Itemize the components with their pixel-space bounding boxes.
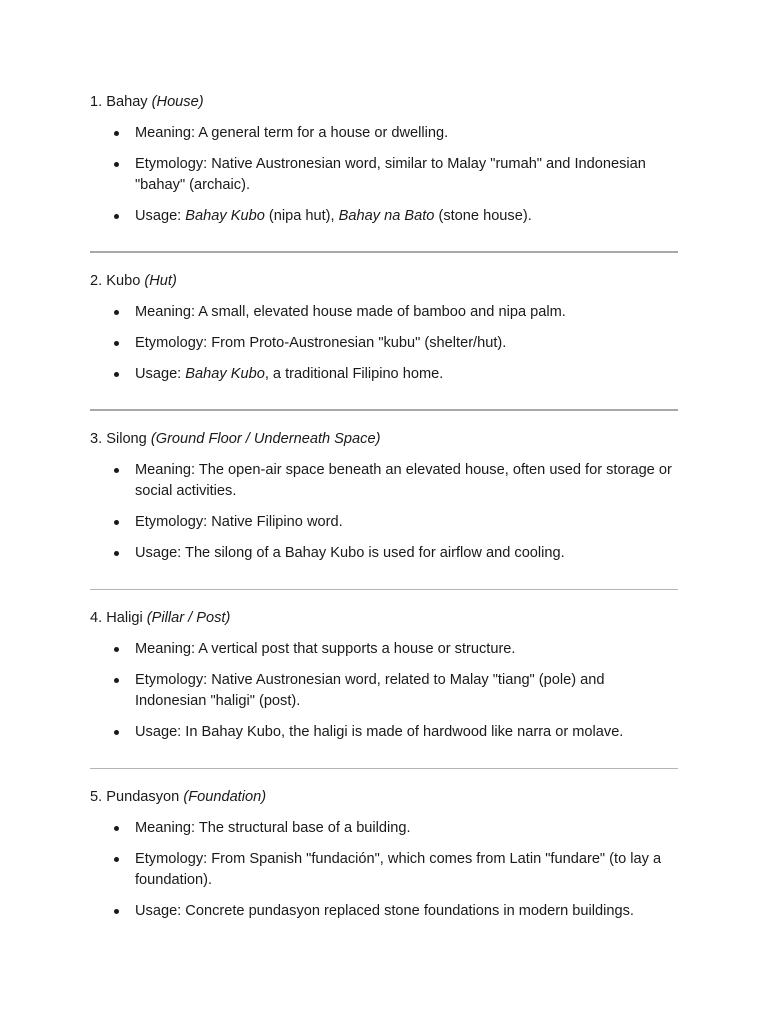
entry-translation: (Ground Floor / Underneath Space) [150, 431, 381, 447]
entry-translation: (House) [151, 94, 204, 110]
item-text: From Spanish "fundación", which comes from Latin "fundare" (to lay a foundation). [135, 851, 662, 888]
entry-term: 1. Bahay [90, 94, 148, 110]
list-item [90, 849, 678, 891]
item-label: Meaning: [135, 820, 199, 836]
item-text: In Bahay Kubo, the haligi is made of hardwood like narra or molave. [185, 724, 624, 740]
list-item [90, 818, 678, 839]
list-item [90, 302, 678, 323]
bullet-icon [114, 857, 119, 862]
document-body [90, 92, 678, 922]
item-label: Usage: [135, 208, 186, 224]
entry-detail-list [90, 123, 678, 227]
bullet-icon [114, 678, 119, 683]
list-item [90, 512, 678, 533]
item-text: , a traditional Filipino home. [264, 366, 444, 382]
entry-heading [90, 608, 678, 629]
entry-translation: (Pillar / Post) [146, 610, 231, 626]
item-text: Native Austronesian word, similar to Malay "rumah" and Indonesian "bahay" (archaic). [135, 156, 646, 193]
bullet-icon [114, 468, 119, 473]
item-label: Etymology: [135, 156, 212, 172]
item-label: Etymology: [135, 335, 212, 351]
list-item [90, 670, 678, 712]
item-label: Meaning: [135, 304, 199, 320]
entry-heading [90, 429, 678, 450]
bullet-icon [114, 647, 119, 652]
entry-term: 2. Kubo [90, 273, 141, 289]
entry-term: 5. Pundasyon [90, 789, 180, 805]
list-item [90, 206, 678, 227]
item-text: Native Filipino word. [211, 514, 343, 530]
list-item [90, 364, 678, 385]
item-label: Usage: [135, 724, 186, 740]
bullet-icon [114, 520, 119, 525]
list-item [90, 460, 678, 502]
entry-detail-list [90, 639, 678, 743]
bullet-icon [114, 162, 119, 167]
entry-section [90, 608, 678, 743]
item-text: Native Austronesian word, related to Malay "tiang" (pole) and Indonesian "haligi" (post). [135, 672, 605, 709]
item-label: Etymology: [135, 672, 212, 688]
italic-term: Bahay Kubo [185, 208, 265, 224]
item-text: Concrete pundasyon replaced stone foundations in modern buildings. [185, 903, 634, 919]
entry-heading [90, 92, 678, 113]
entry-detail-list [90, 302, 678, 385]
italic-term: Bahay na Bato [338, 208, 435, 224]
bullet-icon [114, 551, 119, 556]
entry-translation: (Hut) [144, 273, 177, 289]
list-item [90, 333, 678, 354]
bullet-icon [114, 310, 119, 315]
item-text: The open-air space beneath an elevated house, often used for storage or social activities. [135, 462, 672, 499]
section-divider [90, 768, 678, 769]
bullet-icon [114, 214, 119, 219]
list-item [90, 722, 678, 743]
bullet-icon [114, 730, 119, 735]
bullet-icon [114, 131, 119, 136]
entry-heading [90, 271, 678, 292]
item-text: A vertical post that supports a house or structure. [198, 641, 516, 657]
item-label: Etymology: [135, 851, 212, 867]
entry-translation: (Foundation) [183, 789, 267, 805]
item-label: Meaning: [135, 125, 199, 141]
item-label: Usage: [135, 903, 186, 919]
item-text: The structural base of a building. [198, 820, 411, 836]
list-item [90, 901, 678, 922]
list-item [90, 123, 678, 144]
item-text: A small, elevated house made of bamboo and nipa palm. [198, 304, 566, 320]
bullet-icon [114, 826, 119, 831]
entry-term: 4. Haligi [90, 610, 143, 626]
section-divider [90, 589, 678, 590]
entry-detail-list [90, 818, 678, 922]
list-item [90, 543, 678, 564]
bullet-icon [114, 341, 119, 346]
item-text: A general term for a house or dwelling. [198, 125, 449, 141]
item-label: Meaning: [135, 462, 199, 478]
list-item [90, 154, 678, 196]
item-label: Usage: [135, 366, 186, 382]
item-label: Usage: [135, 545, 186, 561]
item-text: From Proto-Austronesian "kubu" (shelter/hut). [211, 335, 507, 351]
entry-section [90, 787, 678, 922]
section-divider [90, 409, 678, 411]
entry-term: 3. Silong [90, 431, 147, 447]
italic-term: Bahay Kubo [185, 366, 265, 382]
item-label: Meaning: [135, 641, 199, 657]
entry-detail-list [90, 460, 678, 564]
entry-section [90, 271, 678, 385]
item-text: The silong of a Bahay Kubo is used for airflow and cooling. [185, 545, 565, 561]
item-text: (stone house). [434, 208, 532, 224]
entry-section [90, 429, 678, 564]
entry-section [90, 92, 678, 227]
entry-heading [90, 787, 678, 808]
bullet-icon [114, 372, 119, 377]
item-label: Etymology: [135, 514, 212, 530]
list-item [90, 639, 678, 660]
section-divider [90, 251, 678, 253]
bullet-icon [114, 909, 119, 914]
item-text: (nipa hut), [264, 208, 339, 224]
